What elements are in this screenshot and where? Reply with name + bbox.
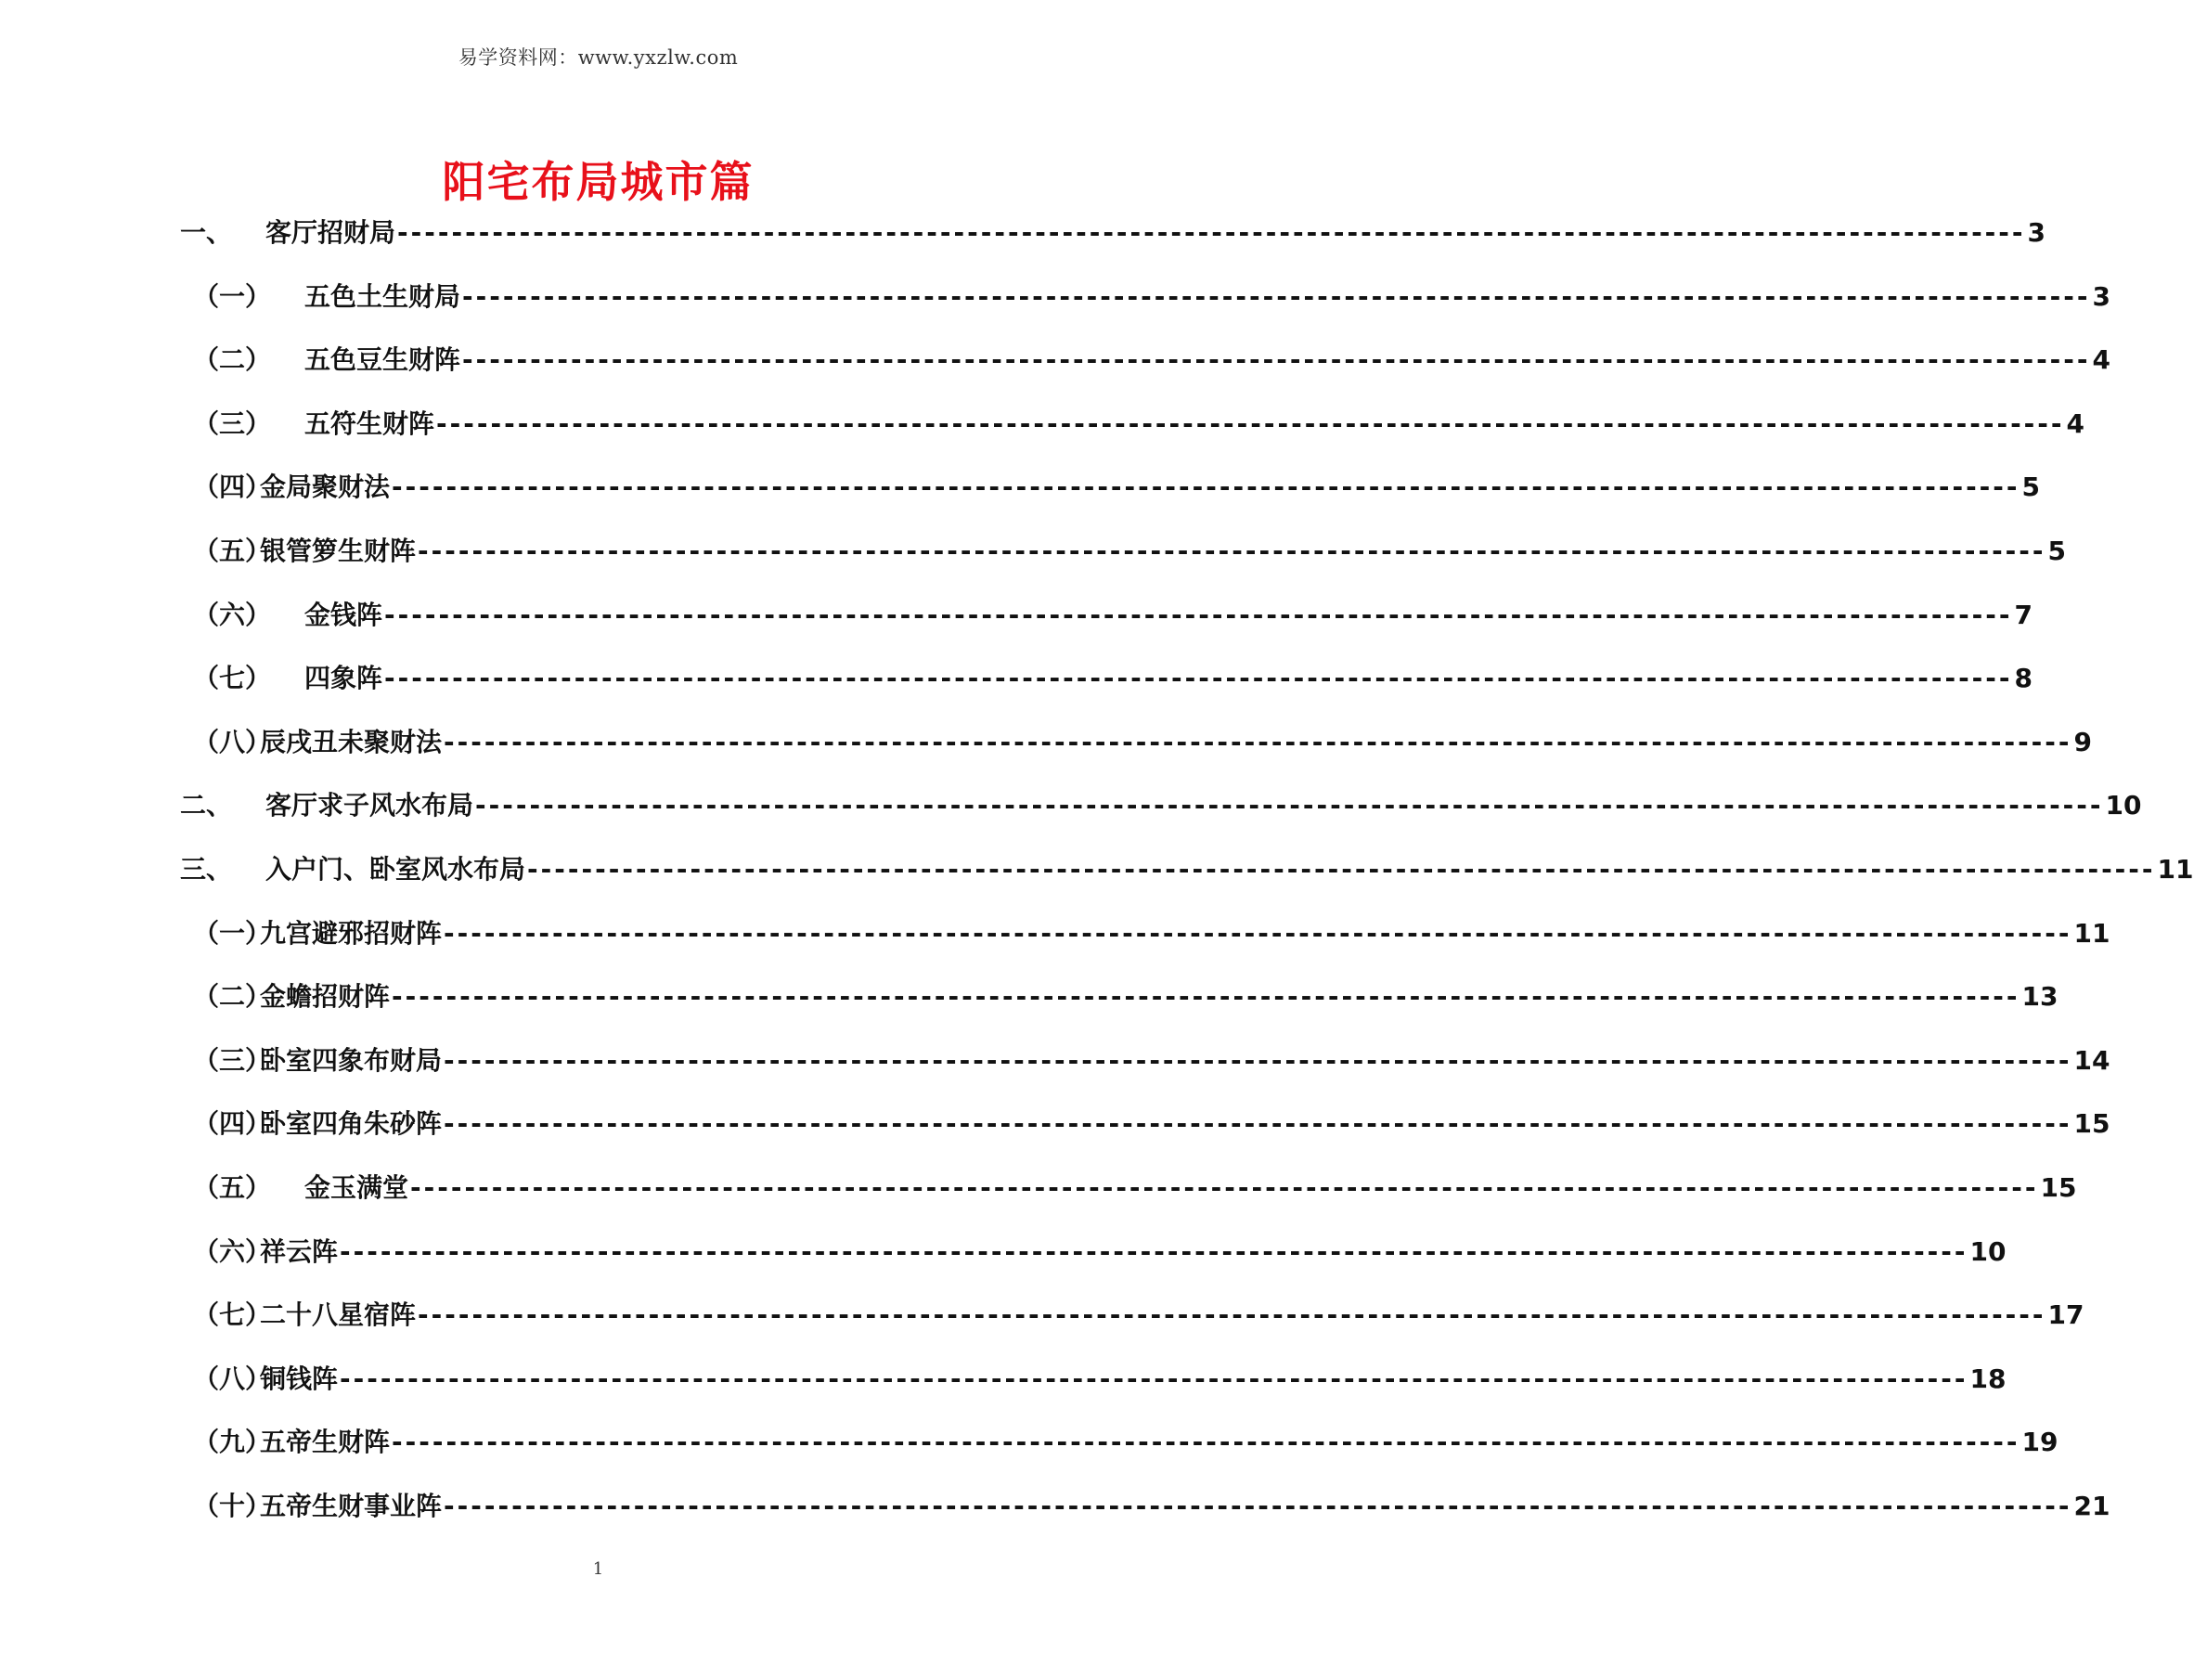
toc-entry[interactable] bbox=[180, 976, 2058, 1040]
toc-dot-leader: ------------------------------------------------------------------------------------------------------------------------ bbox=[436, 407, 2065, 439]
toc-entry-page: 15 bbox=[2073, 1108, 2110, 1140]
toc-dot-leader: ------------------------------------------------------------------------------------------------------------------------ bbox=[527, 853, 2156, 885]
toc-dot-leader: ------------------------------------------------------------------------------------------------------------------------ bbox=[384, 599, 2013, 630]
toc-entry[interactable] bbox=[180, 1359, 2007, 1423]
toc-entry-number: （一） bbox=[193, 917, 272, 949]
toc-entry-page: 5 bbox=[2021, 472, 2041, 503]
toc-entry-title: 九宫避邪招财阵 bbox=[260, 917, 443, 949]
toc-dot-leader: ------------------------------------------------------------------------------------------------------------------------ bbox=[444, 917, 2072, 949]
toc-entry-title: 银管箩生财阵 bbox=[260, 535, 417, 566]
toc-entry-number: （七） bbox=[193, 1299, 272, 1331]
toc-entry[interactable] bbox=[180, 722, 2093, 786]
table-of-contents bbox=[180, 213, 2194, 1549]
toc-dot-leader: ------------------------------------------------------------------------------------------------------------------------ bbox=[340, 1363, 1968, 1394]
toc-dot-leader: ------------------------------------------------------------------------------------------------------------------------ bbox=[462, 344, 2091, 376]
toc-entry-number: （八） bbox=[193, 726, 272, 757]
toc-entry-number: （十） bbox=[193, 1490, 272, 1521]
toc-dot-leader: ------------------------------------------------------------------------------------------------------------------------ bbox=[418, 1299, 2046, 1331]
toc-dot-leader: ------------------------------------------------------------------------------------------------------------------------ bbox=[444, 726, 2072, 757]
toc-entry-title: 五色豆生财阵 bbox=[304, 344, 461, 376]
toc-entry-number: （七） bbox=[193, 663, 272, 694]
toc-dot-leader: ------------------------------------------------------------------------------------------------------------------------ bbox=[444, 1490, 2072, 1521]
toc-entry-number: （二） bbox=[193, 344, 272, 376]
toc-dot-leader: ------------------------------------------------------------------------------------------------------------------------ bbox=[392, 981, 2020, 1013]
toc-entry-page: 18 bbox=[1969, 1363, 2007, 1394]
page-number: 1 bbox=[592, 1559, 604, 1579]
toc-dot-leader: ------------------------------------------------------------------------------------------------------------------------ bbox=[392, 472, 2020, 503]
toc-dot-leader: ------------------------------------------------------------------------------------------------------------------------ bbox=[392, 1427, 2020, 1458]
toc-entry[interactable] bbox=[180, 340, 2111, 404]
toc-entry-page: 14 bbox=[2073, 1044, 2110, 1076]
toc-entry-title: 铜钱阵 bbox=[260, 1363, 339, 1394]
toc-entry[interactable] bbox=[180, 1295, 2084, 1359]
toc-entry-page: 3 bbox=[2092, 280, 2111, 312]
document-title: 阳宅布局城市篇 bbox=[442, 157, 755, 207]
toc-entry-page: 3 bbox=[2027, 217, 2046, 248]
toc-entry-number: （六） bbox=[193, 1235, 272, 1267]
toc-dot-leader: ------------------------------------------------------------------------------------------------------------------------ bbox=[418, 535, 2046, 566]
toc-entry-page: 4 bbox=[2066, 407, 2085, 439]
page-header: 易学资料网：www.yxzlw.com bbox=[458, 46, 739, 69]
toc-entry-number: （六） bbox=[193, 599, 272, 630]
toc-entry-page: 10 bbox=[2105, 790, 2142, 821]
toc-dot-leader: ------------------------------------------------------------------------------------------------------------------------ bbox=[340, 1235, 1968, 1267]
toc-entry-page: 9 bbox=[2073, 726, 2093, 757]
toc-dot-leader: ------------------------------------------------------------------------------------------------------------------------ bbox=[444, 1044, 2072, 1076]
toc-entry-number: （一） bbox=[193, 280, 272, 312]
toc-entry-title: 入户门、卧室风水布局 bbox=[265, 853, 526, 885]
toc-entry[interactable] bbox=[180, 213, 2046, 277]
toc-entry-title: 五色土生财局 bbox=[304, 280, 461, 312]
toc-entry-page: 10 bbox=[1969, 1235, 2007, 1267]
toc-entry-page: 21 bbox=[2073, 1490, 2110, 1521]
toc-entry-title: 卧室四象布财局 bbox=[260, 1044, 443, 1076]
toc-entry-title: 客厅求子风水布局 bbox=[265, 790, 474, 821]
toc-entry-page: 17 bbox=[2047, 1299, 2084, 1331]
toc-entry-page: 11 bbox=[2073, 917, 2110, 949]
toc-entry[interactable] bbox=[180, 913, 2110, 977]
toc-entry-number: （五） bbox=[193, 1171, 272, 1203]
toc-entry[interactable] bbox=[180, 785, 2142, 849]
toc-entry-title: 五帝生财阵 bbox=[260, 1427, 391, 1458]
toc-entry[interactable] bbox=[180, 1486, 2110, 1550]
toc-dot-leader: ------------------------------------------------------------------------------------------------------------------------ bbox=[384, 663, 2013, 694]
toc-dot-leader: ------------------------------------------------------------------------------------------------------------------------ bbox=[397, 217, 2026, 248]
toc-entry-page: 5 bbox=[2047, 535, 2067, 566]
toc-entry-number: 一、 bbox=[180, 217, 233, 248]
toc-entry-number: （五） bbox=[193, 535, 272, 566]
toc-entry-number: （三） bbox=[193, 1044, 272, 1076]
toc-entry-title: 四象阵 bbox=[304, 663, 383, 694]
toc-entry[interactable] bbox=[180, 595, 2033, 659]
toc-entry[interactable] bbox=[180, 531, 2067, 595]
toc-dot-leader: ------------------------------------------------------------------------------------------------------------------------ bbox=[410, 1171, 2039, 1203]
toc-entry-title: 五符生财阵 bbox=[304, 407, 435, 439]
toc-entry[interactable] bbox=[180, 1232, 2007, 1296]
toc-dot-leader: ------------------------------------------------------------------------------------------------------------------------ bbox=[475, 790, 2104, 821]
toc-entry[interactable] bbox=[180, 404, 2085, 468]
toc-entry-number: （二） bbox=[193, 981, 272, 1013]
toc-entry-number: （四） bbox=[193, 1108, 272, 1140]
toc-entry-page: 11 bbox=[2157, 853, 2194, 885]
toc-dot-leader: ------------------------------------------------------------------------------------------------------------------------ bbox=[444, 1108, 2072, 1140]
toc-entry-page: 4 bbox=[2092, 344, 2111, 376]
toc-entry[interactable] bbox=[180, 1422, 2058, 1486]
toc-entry-title: 辰戌丑未聚财法 bbox=[260, 726, 443, 757]
toc-entry-title: 金钱阵 bbox=[304, 599, 383, 630]
toc-entry[interactable] bbox=[180, 1040, 2110, 1105]
toc-entry[interactable] bbox=[180, 1168, 2077, 1232]
toc-entry-title: 五帝生财事业阵 bbox=[260, 1490, 443, 1521]
toc-entry-number: （八） bbox=[193, 1363, 272, 1394]
toc-entry[interactable] bbox=[180, 1104, 2110, 1168]
toc-entry[interactable] bbox=[180, 658, 2033, 722]
toc-entry-title: 客厅招财局 bbox=[265, 217, 396, 248]
toc-entry-title: 祥云阵 bbox=[260, 1235, 339, 1267]
toc-entry[interactable] bbox=[180, 277, 2111, 341]
toc-entry-number: 三、 bbox=[180, 853, 233, 885]
toc-entry[interactable] bbox=[180, 849, 2194, 913]
toc-entry-title: 金蟾招财阵 bbox=[260, 981, 391, 1013]
toc-entry-number: 二、 bbox=[180, 790, 233, 821]
toc-entry-title: 金局聚财法 bbox=[260, 472, 391, 503]
toc-entry-title: 卧室四角朱砂阵 bbox=[260, 1108, 443, 1140]
toc-entry-title: 二十八星宿阵 bbox=[260, 1299, 417, 1331]
toc-entry-page: 15 bbox=[2040, 1171, 2077, 1203]
toc-entry-page: 8 bbox=[2014, 663, 2033, 694]
toc-entry-number: （三） bbox=[193, 407, 272, 439]
toc-entry-page: 7 bbox=[2014, 599, 2033, 630]
toc-entry-number: （四） bbox=[193, 472, 272, 503]
toc-entry[interactable] bbox=[180, 467, 2041, 531]
toc-entry-number: （九） bbox=[193, 1427, 272, 1458]
toc-entry-title: 金玉满堂 bbox=[304, 1171, 409, 1203]
toc-entry-page: 19 bbox=[2021, 1427, 2058, 1458]
toc-dot-leader: ------------------------------------------------------------------------------------------------------------------------ bbox=[462, 280, 2091, 312]
toc-entry-page: 13 bbox=[2021, 981, 2058, 1013]
